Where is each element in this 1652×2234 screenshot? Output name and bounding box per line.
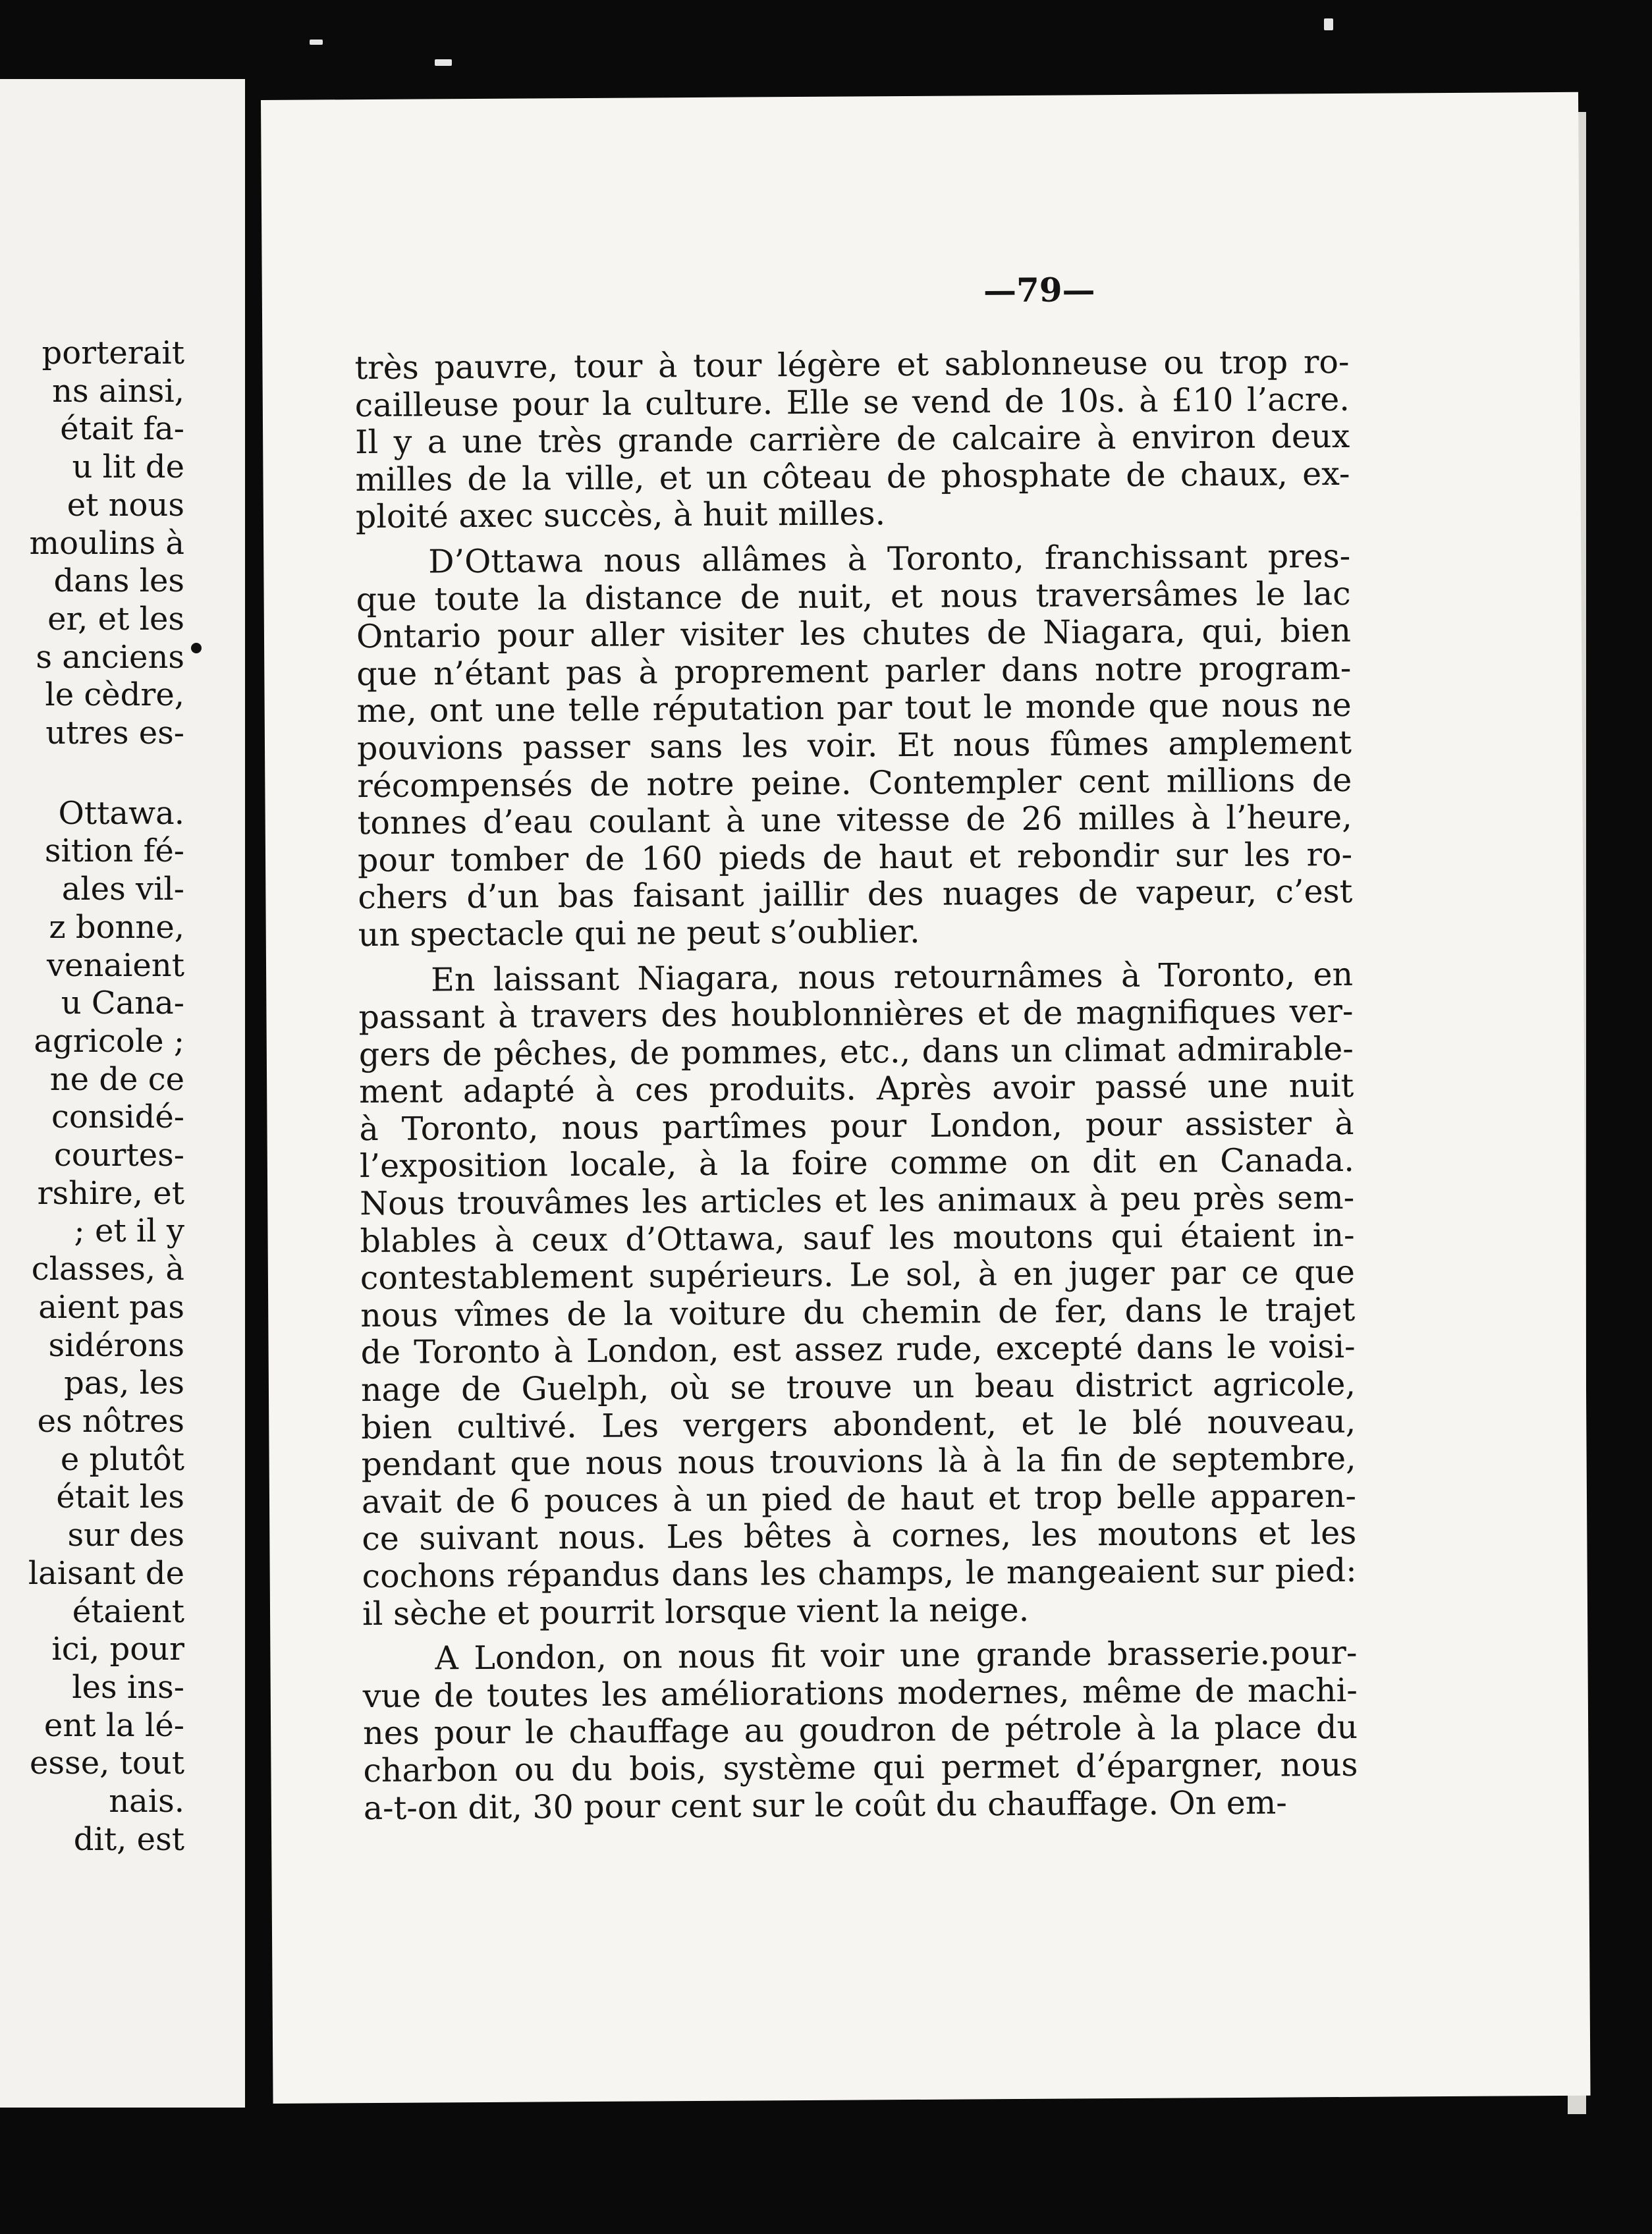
scan-speck (1324, 18, 1333, 30)
left-text-line: z bonne, (49, 908, 184, 946)
text-line: passant à travers des houblonnières et de magnifiques ver- (358, 992, 1354, 1037)
text-line: gers de pêches, de pommes, etc., dans un climat admirable- (358, 1029, 1354, 1074)
body-text (354, 344, 1358, 1827)
left-text-line: nais. (109, 1783, 184, 1820)
paragraph (356, 538, 1353, 954)
left-text-line: u lit de (72, 449, 184, 486)
paragraph (362, 1635, 1358, 1827)
text-line: Ontario pour aller visiter les chutes de Niagara, qui, bien (356, 612, 1352, 656)
left-text-line: utres es- (45, 715, 184, 752)
text-line: il sèche et pourrit lorsque vient la neige. (362, 1591, 1030, 1633)
scan-speck (435, 59, 452, 66)
left-text-line: sur des (67, 1517, 184, 1554)
left-text-line: courtes- (53, 1137, 184, 1174)
page-number: —79— (983, 270, 1095, 310)
left-text-line: rshire, et (37, 1174, 184, 1212)
left-text-line: er, et les (47, 600, 184, 638)
left-text-line: sidérons (48, 1326, 184, 1364)
left-text-line: était fa- (60, 410, 184, 448)
text-line: A London, on nous fit voir une grande brasserie.pour- (435, 1634, 1358, 1677)
text-line: cochons répandus dans les champs, le mangeaient sur pied: (362, 1551, 1357, 1596)
text-line: que n’étant pas à proprement parler dans notre program- (356, 649, 1352, 693)
text-line: de Toronto à London, est assez rude, excepté dans le voisi- (360, 1328, 1356, 1372)
left-text-line: ent la lé- (43, 1706, 184, 1744)
text-line: ploité axec succès, à huit milles. (355, 495, 886, 536)
left-text-line: ici, pour (51, 1631, 184, 1668)
text-line: D’Ottawa nous allâmes à Toronto, franchissant pres- (428, 537, 1351, 581)
text-line: Nous trouvâmes les articles et les animaux à peu près sem- (360, 1178, 1355, 1223)
text-line: me, ont une telle réputation par tout le monde que nous ne (356, 686, 1352, 730)
text-line: a-t-on dit, 30 pour cent sur le coût du chauffage. On em- (363, 1784, 1288, 1827)
left-text-line: porterait (41, 335, 184, 371)
left-text-line: ne de ce (49, 1060, 184, 1098)
page-gutter (245, 66, 261, 2114)
right-page (261, 92, 1591, 2104)
left-text-line: était les (56, 1479, 184, 1516)
left-text-line: aient pas (38, 1288, 184, 1326)
left-text-line: classes, à (31, 1251, 184, 1288)
left-text-line: es nôtres (37, 1402, 184, 1440)
left-page (0, 79, 245, 2108)
text-line: En laissant Niagara, nous retournâmes à Toronto, en (430, 955, 1354, 998)
text-line: un spectacle qui ne peut s’oublier. (358, 912, 920, 954)
left-text-line: sition fé- (44, 832, 184, 870)
left-text-line: s anciens (36, 638, 184, 676)
left-text-line: moulins à (29, 524, 184, 562)
text-line: ce suivant nous. Les bêtes à cornes, les moutons et les (362, 1514, 1357, 1558)
left-text-line: ns ainsi, (52, 372, 184, 410)
text-line: chers d’un bas faisant jaillir des nuages de vapeur, c’est (358, 873, 1353, 917)
left-text-line: les ins- (72, 1668, 184, 1706)
text-line: vue de toutes les améliorations modernes, même de machi- (362, 1671, 1358, 1715)
left-text-line: dit, est (73, 1820, 184, 1858)
scan-speck (310, 40, 323, 45)
left-text-line: agricole ; (34, 1022, 184, 1060)
left-text-line (0, 753, 184, 795)
text-line: pouvions passer sans les voir. Et nous fûmes amplement (356, 723, 1352, 768)
text-line: tonnes d’eau coulant à une vitesse de 26 milles à l’heure, (357, 798, 1352, 842)
paragraph (358, 956, 1357, 1633)
text-line: milles de la ville, et un côteau de phosphate de chaux, ex- (355, 454, 1350, 499)
text-line: nous vîmes de la voiture du chemin de fer, dans le trajet (360, 1290, 1356, 1334)
text-line: récompensés de notre peine. Contempler cent millions de (357, 761, 1352, 805)
text-line: nage de Guelph, où se trouve un beau district agricole, (360, 1365, 1356, 1409)
text-line: nes pour le chauffage au goudron de pétrole à la place du (362, 1708, 1358, 1753)
left-text-line: u Cana- (61, 985, 184, 1022)
left-text-line: venaient (46, 946, 184, 984)
left-text-line: Ottawa. (58, 794, 184, 832)
ink-dot (191, 643, 202, 653)
text-line: bien cultivé. Les vergers abondent, et le blé nouveau, (361, 1402, 1356, 1446)
text-line: l’exposition locale, à la foire comme on dit en Canada. (359, 1141, 1355, 1185)
text-line: contestablement supérieurs. Le sol, à en juger par ce que (360, 1253, 1356, 1297)
left-text-line: ; et il y (74, 1212, 184, 1250)
text-line: blables à ceux d’Ottawa, sauf les moutons qui étaient in- (360, 1216, 1355, 1260)
left-text-line: considé- (51, 1099, 184, 1136)
text-line: ment adapté à ces produits. Après avoir passé une nuit (359, 1067, 1354, 1111)
left-text-line: le cèdre, (45, 676, 184, 714)
left-text-line: laisant de (28, 1554, 184, 1592)
left-text-line: pas, les (64, 1365, 184, 1402)
left-text-line: esse, tout (30, 1745, 184, 1782)
text-line: à Toronto, nous partîmes pour London, pour assister à (359, 1104, 1354, 1148)
text-line: très pauvre, tour à tour légère et sablonneuse ou trop ro- (354, 342, 1350, 387)
left-text-line: ales vil- (61, 871, 184, 908)
left-page-text (0, 335, 184, 1859)
text-line: Il y a une très grande carrière de calcaire à environ deux (355, 418, 1350, 462)
left-text-line: dans les (53, 562, 184, 600)
text-line: pendant que nous nous trouvions là à la fin de septembre, (361, 1440, 1356, 1484)
text-line: cailleuse pour la culture. Elle se vend de 10s. à £10 l’acre. (354, 380, 1350, 424)
left-text-line: e plutôt (60, 1440, 184, 1478)
text-line: pour tomber de 160 pieds de haut et rebondir sur les ro- (357, 835, 1353, 879)
text-line: avait de 6 pouces à un pied de haut et trop belle apparen- (361, 1477, 1357, 1521)
text-line: que toute la distance de nuit, et nous traversâmes le lac (356, 574, 1351, 618)
text-line: charbon ou du bois, système qui permet d’épargner, nous (363, 1745, 1358, 1790)
left-text-line: étaient (72, 1593, 184, 1630)
paragraph (354, 344, 1350, 536)
left-text-line: et nous (67, 486, 184, 524)
